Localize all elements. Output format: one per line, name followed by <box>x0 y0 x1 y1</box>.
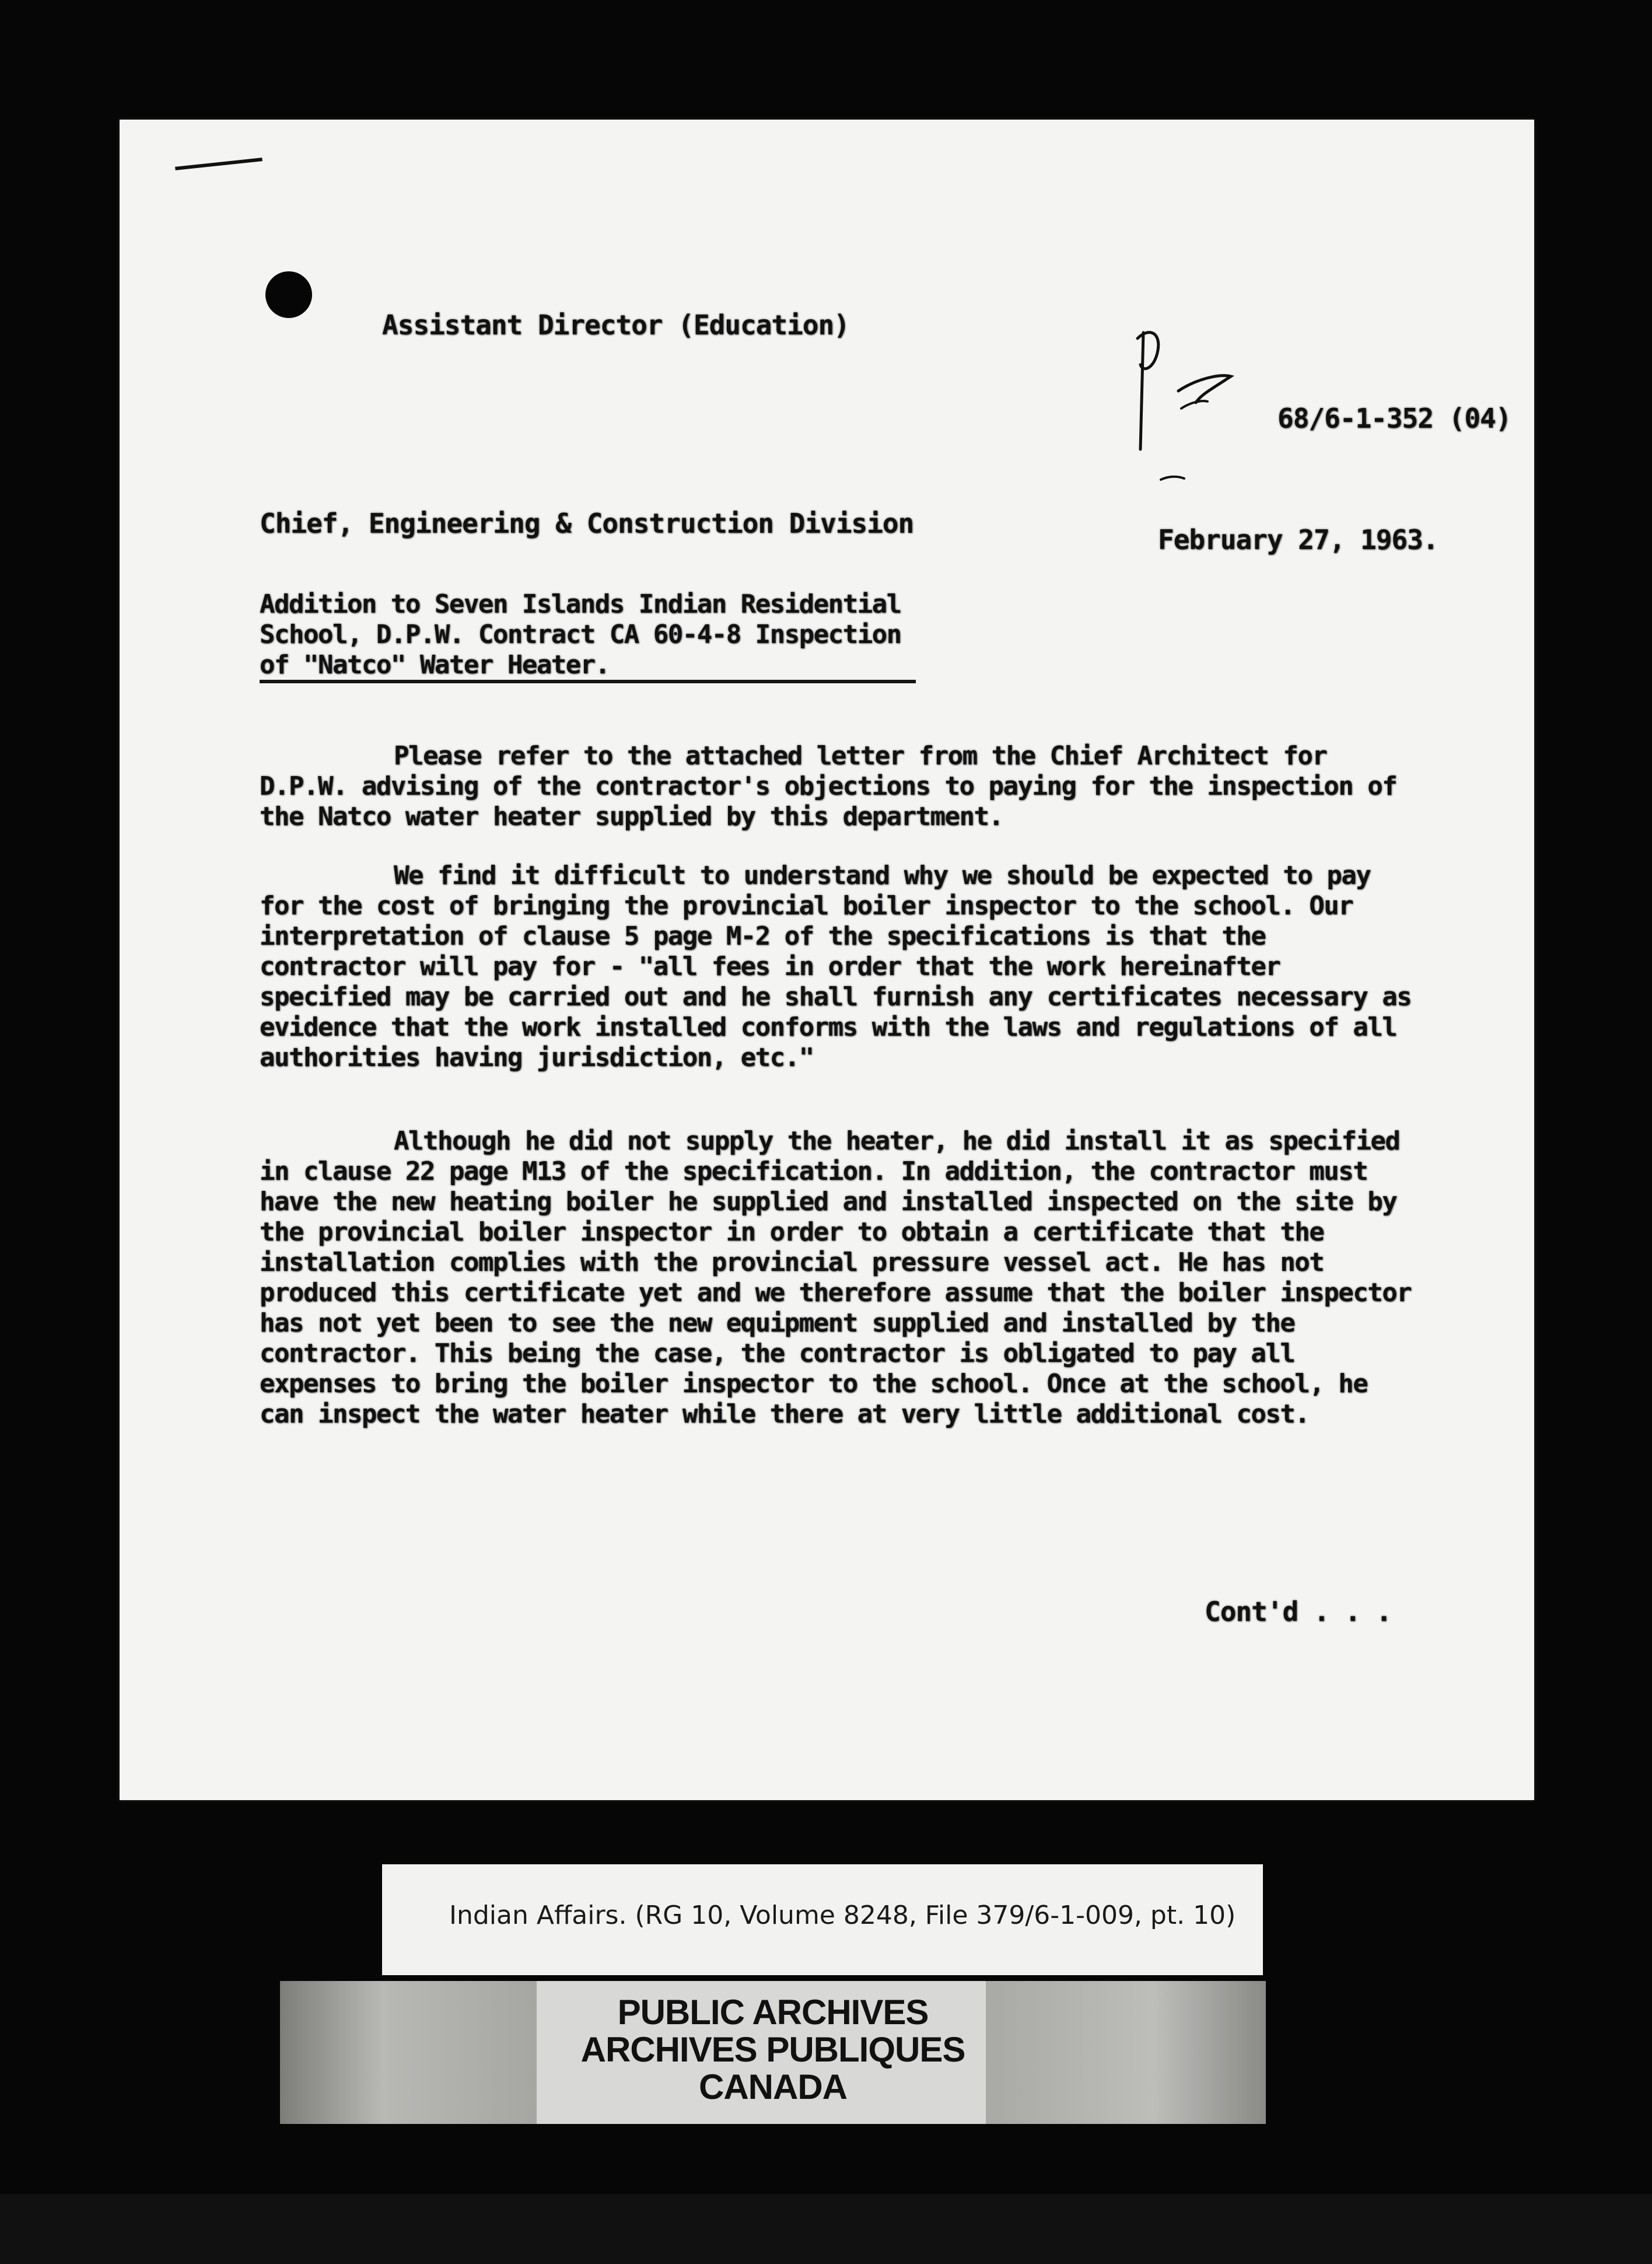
paragraph-2 <box>260 861 1415 1073</box>
memo-subject <box>260 589 925 680</box>
file-number: 68/6-1-352 (04) <box>1278 403 1511 434</box>
handwritten-initials-icon <box>1126 315 1266 490</box>
film-edge <box>0 2194 1652 2264</box>
paragraph-text: We find it difficult to understand why we should be expected to pay for the cost of bringing the provincial boiler inspector to the school. Our interpretation of clause 5 page M-2 of the specifications is that the contractor will pay for - "all fees in order that the work hereinafter specified may be carried out and he shall furnish any certificates necessary as evidence that the work installed conforms with the laws and regulations of all authorities having jurisdiction, etc." <box>260 861 1412 1072</box>
archive-reference: Indian Affairs. (RG 10, Volume 8248, File 379/6-1-009, pt. 10) <box>449 1900 1236 1930</box>
stamp-line: PUBLIC ARCHIVES <box>617 1993 929 2032</box>
paragraph-1 <box>260 741 1415 832</box>
continued-note: Cont'd . . . <box>1205 1596 1392 1627</box>
paragraph-text: Although he did not supply the heater, he did install it as specified in clause 22 page M13 of the specification. In addition, the contractor must have the new heating boiler he supplied and installed inspected on the site by the provincial boiler inspector in order to obtain a certificate that the installation complies with the provincial pressure vessel act. He has not produced this certificate yet and we therefore assume that the boiler inspector has not yet been to see the new equipment supplied and installed by the contractor. This being the case, the contractor is obligated to pay all expenses to bring the boiler inspector to the school. Once at the school, he can inspect the water heater while there at very little additional cost. <box>260 1126 1412 1429</box>
subject-line: Addition to Seven Islands Indian Residential <box>260 589 901 619</box>
memo-date: February 27, 1963. <box>1158 524 1438 555</box>
paragraph-3 <box>260 1126 1415 1430</box>
stamp-line: ARCHIVES PUBLIQUES <box>580 2030 965 2069</box>
archive-label <box>382 1864 1263 1975</box>
paragraph-text: Please refer to the attached letter from the Chief Architect for D.P.W. advising of the contractor's objections to paying for the inspection of the Natco water heater supplied by this department. <box>260 741 1397 831</box>
subject-line: of "Natco" Water Heater. <box>260 650 610 680</box>
memo-from: Chief, Engineering & Construction Division <box>260 508 914 539</box>
stamp-text <box>280 1994 1266 2106</box>
memo-to: Assistant Director (Education) <box>382 309 849 341</box>
archive-stamp <box>280 1981 1266 2124</box>
punch-hole <box>265 271 312 318</box>
subject-line: School, D.P.W. Contract CA 60-4-8 Inspection <box>260 620 901 649</box>
stamp-line: CANADA <box>699 2067 847 2106</box>
subject-underline <box>260 680 916 683</box>
